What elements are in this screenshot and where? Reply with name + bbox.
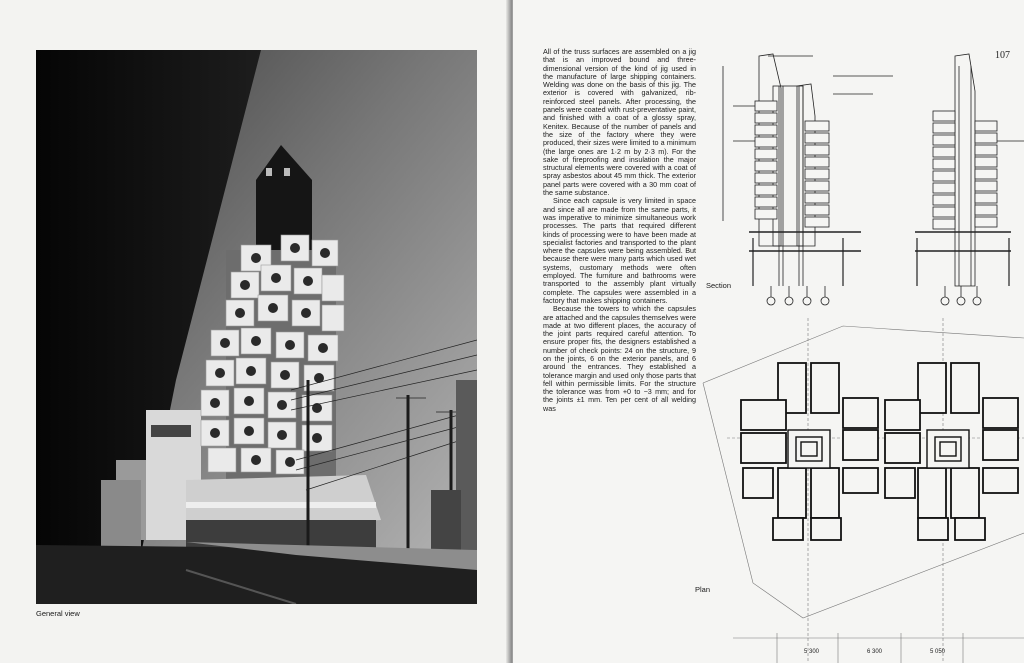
plan-dimension-label: 5 300 [804, 649, 820, 655]
body-paragraph: Since each capsule is very limited in space and since all are made from the same parts, it was imperative to minimize simultaneous work processes. The parts that required different kinds of processing were to have been made at specialist factories and transported to the plant where the capsules were being assembled. But because there were many parts which used wet systems, customary methods were often employed. The furniture and bathrooms were transported to the assembly plant virtually complete. The capsules were assembled in a factory that makes shipping containers. [543, 196, 696, 305]
plan-label: Plan [695, 585, 711, 594]
plan-drawing [693, 318, 1024, 663]
plan-dimension-label: 6 300 [867, 649, 883, 655]
photo-caption: General view [36, 609, 80, 618]
body-paragraph: All of the truss surfaces are assembled on a jig that is an improved bound and three-dimensional version of the kind of jig used in the manufacture of large shipping containers. Welding was done on the basis of this jig. The exterior is covered with galvanized, rib-reinforced steel panels. After processing, the panels were coated with rust-preventative paint, and finished with a coat of a glossy spray, Kenitex. Because of the number of panels and the size of the factory where they were produced, their sizes were limited to a minimum (the large ones are 1·2 m by 2·3 m). For the sake of fireproofing and insulation the major structural elements were covered with a coat of spray asbestos about 45 mm thick. The exterior panel parts were covered with a 30 mm coat of the same substance. [543, 47, 696, 198]
plan-dimension-label: 5 050 [930, 649, 946, 655]
left-page [0, 0, 509, 663]
building-photo [36, 50, 477, 604]
section-drawing [693, 46, 1024, 308]
body-text-column [543, 48, 696, 413]
body-paragraph: Because the towers to which the capsules are attached and the capsules themselves were made at two different places, the accuracy of the joint parts required careful attention. To ensure proper fits, the designers established a number of check points: 24 on the structure, 9 on the joints, 6 on the exterior panels, and 6 around the entrances. They established a tolerance margin and used only those parts that fell within permissible limits. For the structure the tolerance was from +0 to −3 mm; and for the joints ±1 mm. Ten per cent of all welding was [543, 304, 696, 413]
right-page [513, 0, 1024, 663]
section-label: Section [706, 281, 732, 290]
tower-photograph [36, 50, 477, 604]
page-number: 107 [995, 50, 1010, 61]
